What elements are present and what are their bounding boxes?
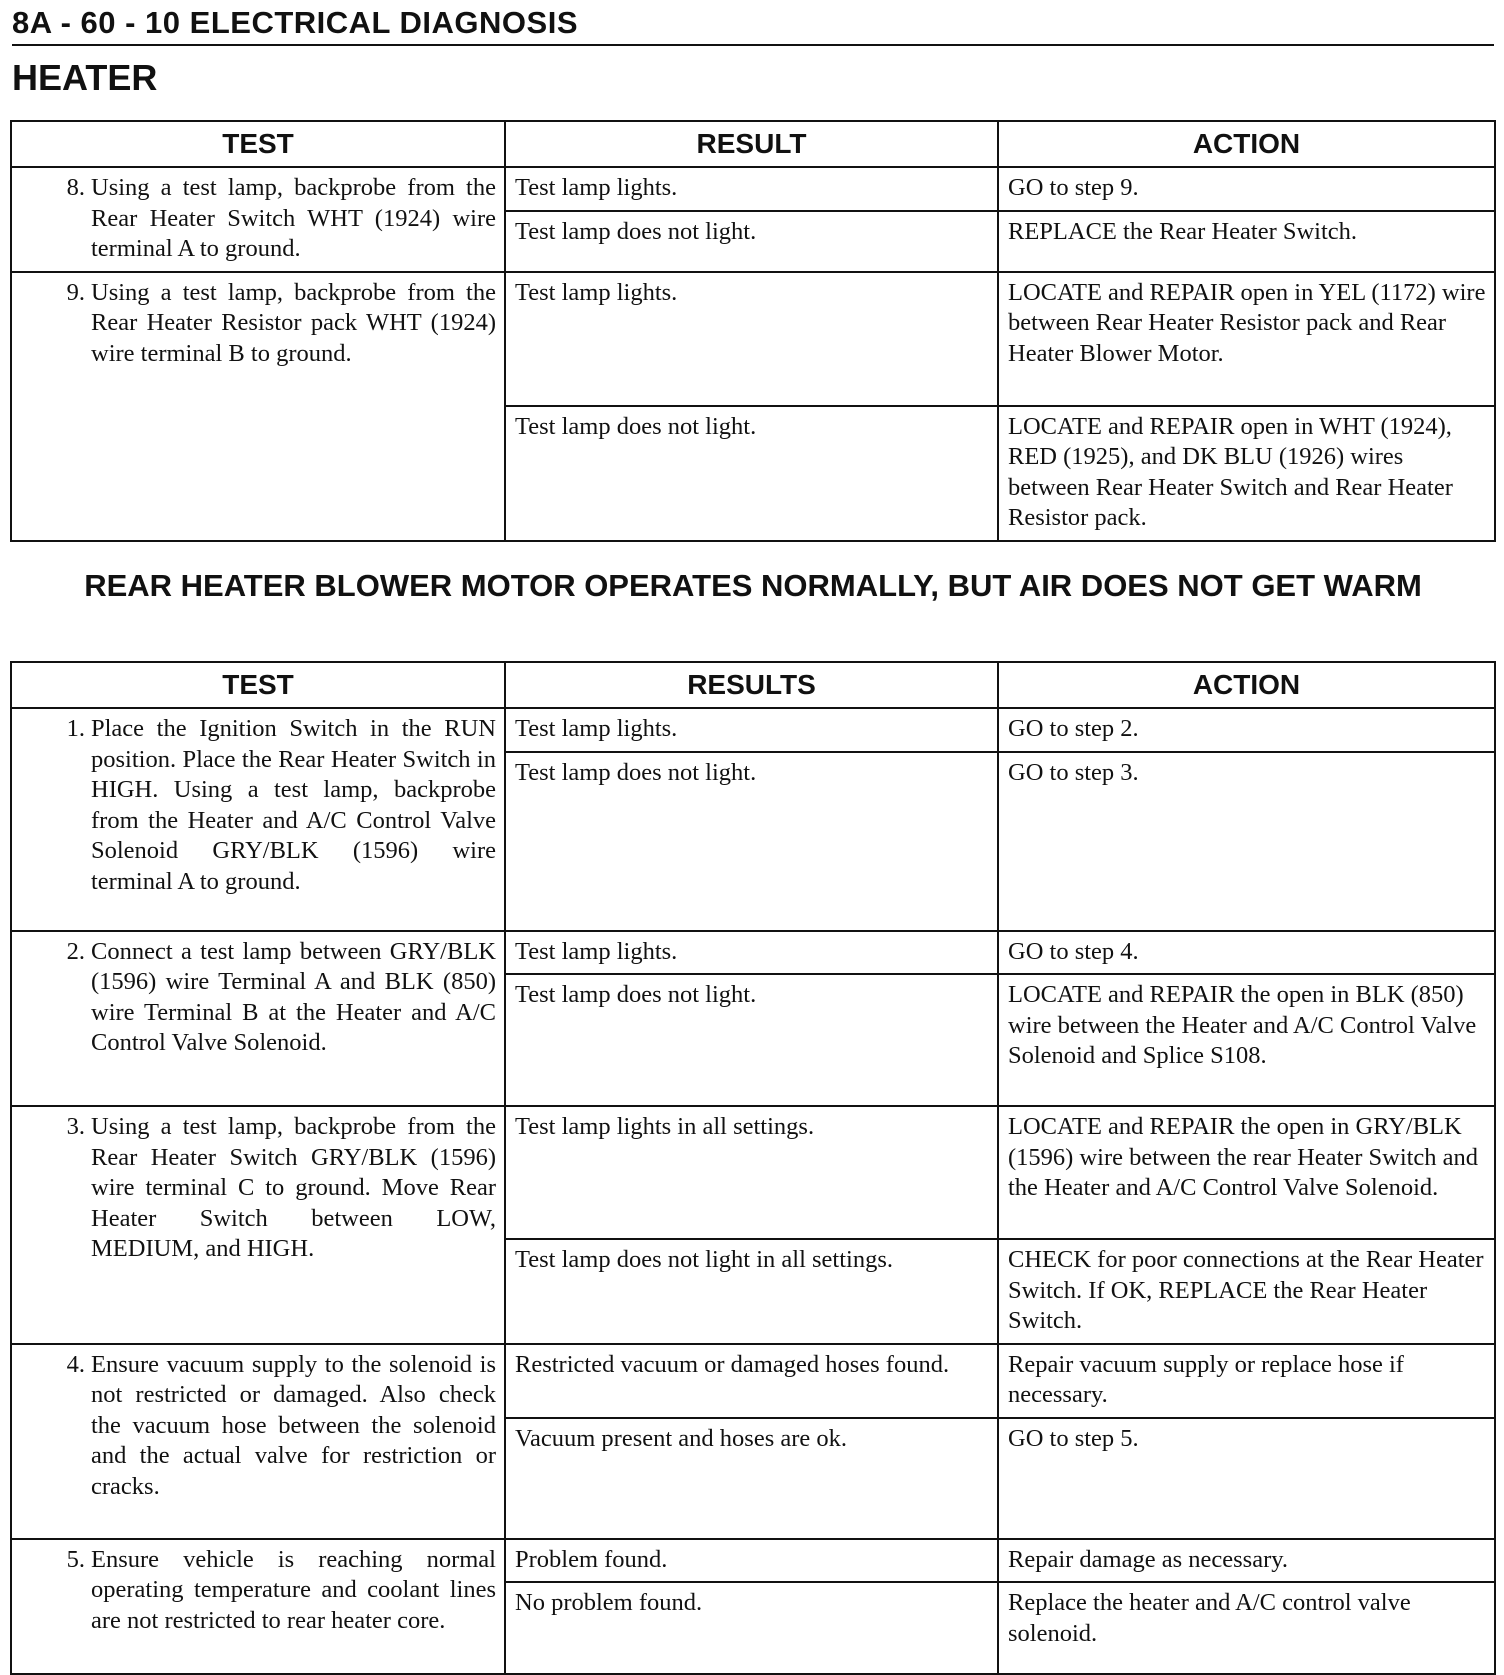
column-header-results: RESULTS	[505, 662, 998, 708]
test-cell	[11, 1344, 505, 1539]
action-cell: LOCATE and REPAIR the open in GRY/BLK (1596) wire between the rear Heater Switch and the Heater and A/C Control Valve Solenoid.	[998, 1106, 1495, 1239]
page-reference: 8A - 60 - 10 ELECTRICAL DIAGNOSIS	[12, 5, 578, 40]
test-cell	[11, 167, 505, 272]
action-cell: LOCATE and REPAIR the open in BLK (850) wire between the Heater and A/C Control Valve Solenoid and Splice S108.	[998, 974, 1495, 1106]
test-cell	[11, 931, 505, 1107]
result-cell: Test lamp lights in all settings.	[505, 1106, 998, 1239]
step-number: 3.	[66, 1113, 85, 1140]
test-cell	[11, 272, 505, 541]
action-cell: GO to step 4.	[998, 931, 1495, 975]
step-number: 4.	[66, 1350, 85, 1378]
column-header-action: ACTION	[998, 662, 1495, 708]
step-number: 8.	[66, 174, 85, 201]
column-header-action: ACTION	[998, 121, 1495, 167]
table-row	[11, 1539, 1495, 1583]
table-header-row	[11, 662, 1495, 708]
air-not-warm-diagnosis-table	[10, 661, 1496, 1675]
result-cell: Test lamp does not light.	[505, 406, 998, 541]
result-cell: Test lamp does not light.	[505, 752, 998, 931]
action-cell: Repair damage as necessary.	[998, 1539, 1495, 1583]
table-row	[11, 1106, 1495, 1239]
result-cell: Vacuum present and hoses are ok.	[505, 1418, 998, 1539]
action-cell: LOCATE and REPAIR open in WHT (1924), RED (1925), and DK BLU (1926) wires between Rear Heater Switch and Rear Heater Resistor pack.	[998, 406, 1495, 541]
result-cell: Test lamp does not light.	[505, 211, 998, 272]
result-cell: Problem found.	[505, 1539, 998, 1583]
step-number: 5.	[66, 1545, 85, 1573]
test-description: Ensure vacuum supply to the solenoid is not restricted or damaged. Also check the vacuum hose between the solenoid and the actual valve for restriction or cracks.	[91, 1350, 496, 1500]
test-description: Using a test lamp, backprobe from the Rear Heater Switch WHT (1924) wire terminal A to ground.	[91, 174, 496, 262]
test-description: Using a test lamp, backprobe from the Rear Heater Switch GRY/BLK (1596) wire terminal C to ground. Move Rear Heater Switch between LOW, MEDIUM, and HIGH.	[91, 1113, 496, 1262]
action-cell: GO to step 5.	[998, 1418, 1495, 1539]
table-row	[11, 167, 1495, 211]
action-cell: GO to step 2.	[998, 708, 1495, 752]
result-cell: Test lamp lights.	[505, 708, 998, 752]
action-cell: Repair vacuum supply or replace hose if necessary.	[998, 1344, 1495, 1418]
test-cell	[11, 1539, 505, 1675]
subsection-title: REAR HEATER BLOWER MOTOR OPERATES NORMALLY, BUT AIR DOES NOT GET WARM	[84, 568, 1422, 603]
heater-diagnosis-table	[10, 120, 1496, 542]
table-row	[11, 1344, 1495, 1418]
column-header-test: TEST	[11, 121, 505, 167]
step-number: 2.	[66, 937, 85, 965]
action-cell: Replace the heater and A/C control valve solenoid.	[998, 1582, 1495, 1674]
section-title: HEATER	[12, 57, 158, 98]
result-cell: Restricted vacuum or damaged hoses found.	[505, 1344, 998, 1418]
action-cell: GO to step 9.	[998, 167, 1495, 211]
column-header-test: TEST	[11, 662, 505, 708]
test-description: Ensure vehicle is reaching normal operating temperature and coolant lines are not restricted to rear heater core.	[91, 1545, 496, 1634]
result-cell: Test lamp lights.	[505, 931, 998, 975]
test-description: Connect a test lamp between GRY/BLK (1596) wire Terminal A and BLK (850) wire Terminal B at the Heater and A/C Control Valve Solenoid.	[91, 937, 496, 1056]
test-cell	[11, 1106, 505, 1344]
table-row	[11, 708, 1495, 752]
test-description: Using a test lamp, backprobe from the Rear Heater Resistor pack WHT (1924) wire terminal B to ground.	[91, 278, 496, 367]
column-header-result: RESULT	[505, 121, 998, 167]
result-cell: Test lamp does not light in all settings.	[505, 1239, 998, 1344]
action-cell: REPLACE the Rear Heater Switch.	[998, 211, 1495, 272]
result-cell: Test lamp does not light.	[505, 974, 998, 1106]
table-row	[11, 272, 1495, 406]
result-cell: Test lamp lights.	[505, 272, 998, 406]
step-number: 1.	[66, 715, 85, 742]
result-cell: Test lamp lights.	[505, 167, 998, 211]
table-row	[11, 931, 1495, 975]
action-cell: GO to step 3.	[998, 752, 1495, 931]
test-description: Place the Ignition Switch in the RUN position. Place the Rear Heater Switch in HIGH. Using a test lamp, backprobe from the Heater and A/C Control Valve Solenoid GRY/BLK (1596) wire terminal A to ground.	[91, 715, 496, 895]
step-number: 9.	[66, 278, 85, 306]
action-cell: LOCATE and REPAIR open in YEL (1172) wire between Rear Heater Resistor pack and Rear Heater Blower Motor.	[998, 272, 1495, 406]
test-cell	[11, 708, 505, 931]
page-header	[12, 4, 1494, 46]
action-cell: CHECK for poor connections at the Rear Heater Switch. If OK, REPLACE the Rear Heater Switch.	[998, 1239, 1495, 1344]
table-header-row	[11, 121, 1495, 167]
result-cell: No problem found.	[505, 1582, 998, 1674]
